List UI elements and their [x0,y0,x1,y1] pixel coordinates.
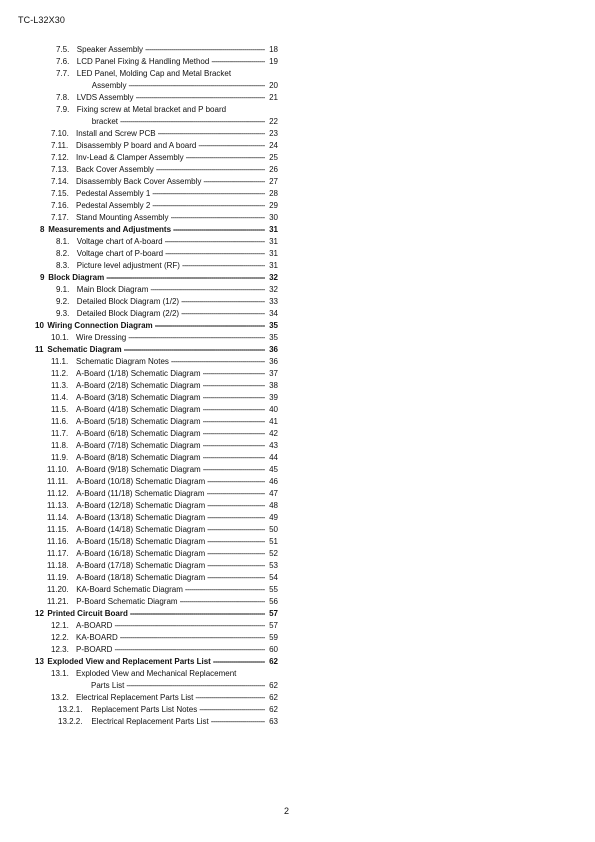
toc-entry-title: A-Board (4/18) Schematic Diagram [76,405,201,414]
toc-entry-title: A-Board (2/18) Schematic Diagram [76,381,201,390]
toc-entry-title: A-Board (15/18) Schematic Diagram [76,537,206,546]
toc-dot-leader [203,380,266,392]
toc-dot-leader [207,572,265,584]
toc-entry-title: A-Board (8/18) Schematic Diagram [76,453,201,462]
toc-entry[interactable] [0,524,595,536]
toc-entry-title: KA-Board Schematic Diagram [76,585,183,594]
toc-entry-title: A-Board (11/18) Schematic Diagram [76,489,205,498]
toc-entry-title: A-Board (17/18) Schematic Diagram [76,561,206,570]
toc-entry-page: 62 [269,693,278,702]
toc-entry-title: Speaker Assembly [76,45,144,54]
toc-entry-page: 56 [269,597,278,606]
toc-entry-page: 36 [269,357,278,366]
toc-entry-page: 23 [269,129,278,138]
toc-dot-leader [195,692,265,704]
toc-entry-page: 31 [269,225,278,234]
toc-entry-number: 7.9. [56,105,70,114]
toc-entry-number: 11.1. [51,357,69,366]
toc-entry[interactable] [0,668,595,680]
toc-entry[interactable] [0,536,595,548]
toc-entry-page: 62 [269,657,278,666]
toc-entry-page: 30 [269,213,278,222]
toc-entry-title: A-Board (14/18) Schematic Diagram [76,525,206,534]
toc-entry-page: 38 [269,381,278,390]
toc-entry-page: 19 [269,57,278,66]
toc-entry-title: P-BOARD [76,645,113,654]
toc-dot-leader [126,680,265,692]
toc-entry-number: 7.10. [51,129,69,138]
toc-entry-number: 11.19. [47,573,69,582]
toc-entry-title: Schematic Diagram [47,345,122,354]
toc-entry-page: 49 [269,513,278,522]
toc-dot-leader [180,596,265,608]
toc-entry-number: 11.2. [51,369,69,378]
toc-entry-number: 11.3. [51,381,69,390]
toc-entry-number: 8.3. [56,261,70,270]
toc-entry-page: 45 [269,465,278,474]
toc-entry-title: Replacement Parts List Notes [91,705,198,714]
toc-entry[interactable] [0,560,595,572]
toc-entry[interactable] [0,152,595,164]
toc-entry[interactable] [0,680,595,692]
toc-entry-page: 51 [269,537,278,546]
toc-entry-number: 9.2. [56,297,70,306]
toc-entry-number: 10 [35,321,44,330]
toc-entry-number: 11 [35,345,44,354]
toc-dot-leader [198,140,265,152]
toc-entry-page: 18 [269,45,278,54]
toc-entry-number: 12.1. [51,621,69,630]
toc-dot-leader [106,272,265,284]
toc-dot-leader [173,224,265,236]
toc-dot-leader [114,644,265,656]
toc-entry-page: 31 [269,249,278,258]
toc-dot-leader [207,476,265,488]
toc-entry-title: A-Board (3/18) Schematic Diagram [76,393,201,402]
toc-entry-page: 42 [269,429,278,438]
toc-dot-leader [207,536,265,548]
toc-entry-number: 7.17. [51,213,69,222]
toc-entry-number: 12 [35,609,44,618]
toc-entry[interactable] [0,284,595,296]
toc-entry-page: 20 [269,81,278,90]
toc-entry[interactable] [0,80,595,92]
toc-dot-leader [152,188,265,200]
toc-entry[interactable] [0,296,595,308]
toc-entry-title: Detailed Block Diagram (2/2) [76,309,180,318]
toc-entry-page: 62 [269,705,278,714]
toc-entry-title: A-Board (1/18) Schematic Diagram [76,369,201,378]
toc-entry-page: 59 [269,633,278,642]
toc-entry-title: A-Board (7/18) Schematic Diagram [76,441,201,450]
toc-entry-page: 47 [269,489,278,498]
toc-entry-page: 35 [269,333,278,342]
toc-dot-leader [203,452,266,464]
toc-entry-number: 11.17. [47,549,69,558]
toc-entry[interactable] [0,476,595,488]
toc-entry-number: 11.12. [47,489,69,498]
toc-entry-title: Install and Screw PCB [76,129,156,138]
toc-dot-leader [211,716,265,728]
toc-entry-title: Measurements and Adjustments [48,225,172,234]
toc-dot-leader [207,500,265,512]
toc-entry[interactable] [0,656,595,668]
toc-dot-leader [182,260,265,272]
toc-entry-number: 7.14. [51,177,69,186]
toc-entry[interactable] [0,236,595,248]
toc-entry[interactable] [0,380,595,392]
toc-entry[interactable] [0,248,595,260]
toc-dot-leader [207,560,265,572]
toc-entry[interactable] [0,92,595,104]
toc-entry-title: Exploded View and Mechanical Replacement [76,669,237,678]
toc-entry-number: 10.1. [51,333,69,342]
toc-entry[interactable] [0,320,595,332]
toc-dot-leader [120,116,265,128]
toc-entry[interactable] [0,548,595,560]
toc-dot-leader [136,92,265,104]
toc-entry[interactable] [0,620,595,632]
toc-dot-leader [207,548,265,560]
toc-entry[interactable] [0,392,595,404]
toc-entry-number: 9 [40,273,45,282]
toc-entry-title: Electrical Replacement Parts List [76,693,194,702]
toc-entry-number: 11.20. [47,585,69,594]
toc-dot-leader [203,440,266,452]
toc-dot-leader [171,212,266,224]
toc-dot-leader [181,308,265,320]
toc-dot-leader [199,704,265,716]
toc-dot-leader [185,584,265,596]
toc-entry[interactable] [0,404,595,416]
toc-entry[interactable] [0,572,595,584]
toc-entry-title: KA-BOARD [76,633,118,642]
toc-entry-title: Exploded View and Replacement Parts List [47,657,211,666]
toc-entry-page: 43 [269,441,278,450]
toc-entry-title: Picture level adjustment (RF) [76,261,180,270]
toc-entry-title: Disassembly Back Cover Assembly [76,177,202,186]
toc-entry-title: A-Board (16/18) Schematic Diagram [76,549,206,558]
toc-dot-leader [203,416,266,428]
toc-entry-page: 24 [269,141,278,150]
toc-entry-page: 35 [269,321,278,330]
toc-entry-title: Pedestal Assembly 1 [76,189,151,198]
toc-entry[interactable] [0,464,595,476]
toc-entry-number: 12.2. [51,633,69,642]
toc-entry[interactable] [0,104,595,116]
toc-dot-leader [203,368,266,380]
toc-dot-leader [150,284,265,296]
toc-entry-title: A-Board (5/18) Schematic Diagram [76,417,201,426]
toc-entry[interactable] [0,56,595,68]
toc-entry-page: 22 [269,117,278,126]
toc-entry-number: 11.7. [51,429,69,438]
toc-entry[interactable] [0,224,595,236]
toc-entry-page: 48 [269,501,278,510]
toc-entry-page: 57 [269,621,278,630]
toc-entry[interactable] [0,128,595,140]
toc-entry-title: Schematic Diagram Notes [76,357,169,366]
toc-entry-title: Block Diagram [48,273,105,282]
toc-entry-number: 11.8. [51,441,69,450]
toc-entry[interactable] [0,584,595,596]
toc-entry[interactable] [0,176,595,188]
toc-entry-number: 7.16. [51,201,69,210]
toc-dot-leader [156,164,265,176]
toc-entry[interactable] [0,644,595,656]
toc-entry-title: Fixing screw at Metal bracket and P board [76,105,227,114]
toc-entry[interactable] [0,488,595,500]
toc-entry-page: 50 [269,525,278,534]
toc-entry-title: Inv-Lead & Clamper Assembly [76,153,184,162]
toc-entry-page: 57 [269,609,278,618]
toc-entry-page: 32 [269,285,278,294]
toc-dot-leader [213,656,265,668]
toc-entry-number: 12.3. [51,645,69,654]
toc-entry-title: Detailed Block Diagram (1/2) [76,297,180,306]
toc-entry-page: 63 [269,717,278,726]
toc-entry-number: 11.5. [51,405,69,414]
toc-entry-page: 26 [269,165,278,174]
toc-entry[interactable] [0,368,595,380]
toc-entry[interactable] [0,632,595,644]
toc-dot-leader [124,344,265,356]
toc-entry-number: 7.12. [51,153,69,162]
toc-dot-leader [152,200,265,212]
toc-entry-number: 7.15. [51,189,69,198]
toc-entry[interactable] [0,704,595,716]
toc-entry[interactable] [0,716,595,728]
toc-entry-title: Voltage chart of A-board [76,237,163,246]
toc-entry-page: 34 [269,309,278,318]
toc-entry-page: 39 [269,393,278,402]
toc-dot-leader [155,320,265,332]
toc-entry-title: P-Board Schematic Diagram [76,597,178,606]
toc-entry-title: A-Board (9/18) Schematic Diagram [76,465,201,474]
toc-dot-leader [181,296,265,308]
toc-entry-page: 31 [269,261,278,270]
page-number: 2 [284,806,290,816]
toc-entry-title: LCD Panel Fixing & Handling Method [76,57,210,66]
toc-entry-title: Assembly [91,81,127,90]
toc-entry-title: Pedestal Assembly 2 [76,201,151,210]
toc-entry-title: A-Board (10/18) Schematic Diagram [76,477,206,486]
toc-entry-page: 62 [269,681,278,690]
toc-dot-leader [207,512,265,524]
toc-dot-leader [128,80,265,92]
toc-dot-leader [120,632,265,644]
toc-entry-title: A-BOARD [76,621,113,630]
toc-entry-number: 9.1. [56,285,70,294]
toc-entry[interactable] [0,44,595,56]
toc-entry[interactable] [0,344,595,356]
toc-entry-title: Stand Mounting Assembly [76,213,169,222]
toc-entry-title: LED Panel, Molding Cap and Metal Bracket [76,69,232,78]
toc-entry-page: 29 [269,201,278,210]
toc-entry-number: 11.9. [51,453,69,462]
toc-entry-title: Parts List [91,681,125,690]
toc-entry-title: Wiring Connection Diagram [47,321,153,330]
toc-entry[interactable] [0,608,595,620]
toc-entry-page: 52 [269,549,278,558]
toc-dot-leader [203,392,266,404]
toc-entry[interactable] [0,272,595,284]
toc-entry-number: 11.6. [51,417,69,426]
toc-entry-page: 27 [269,177,278,186]
toc-entry[interactable] [0,188,595,200]
toc-entry-page: 54 [269,573,278,582]
toc-entry-page: 40 [269,405,278,414]
toc-entry-title: Printed Circuit Board [47,609,128,618]
toc-entry-page: 36 [269,345,278,354]
toc-entry-title: Wire Dressing [76,333,127,342]
toc-entry-page: 55 [269,585,278,594]
toc-entry[interactable] [0,308,595,320]
toc-entry-title: A-Board (18/18) Schematic Diagram [76,573,206,582]
toc-entry-page: 37 [269,369,278,378]
toc-entry-number: 11.14. [47,513,69,522]
toc-entry-page: 44 [269,453,278,462]
document-model-header: TC-L32X30 [18,15,65,25]
toc-entry-title: A-Board (6/18) Schematic Diagram [76,429,201,438]
toc-dot-leader [114,620,265,632]
toc-entry-number: 11.11. [47,477,69,486]
toc-entry-title: Electrical Replacement Parts List [91,717,209,726]
toc-entry-title: Disassembly P board and A board [76,141,197,150]
toc-entry-number: 11.10. [47,465,69,474]
toc-dot-leader [203,464,265,476]
toc-entry-number: 13.2.2. [58,717,83,726]
toc-entry[interactable] [0,440,595,452]
toc-dot-leader [203,176,265,188]
toc-dot-leader [171,356,265,368]
toc-entry-number: 7.13. [51,165,69,174]
toc-entry[interactable] [0,140,595,152]
toc-dot-leader [203,428,266,440]
toc-entry-page: 25 [269,153,278,162]
toc-entry-title: LVDS Assembly [76,93,134,102]
toc-entry[interactable] [0,332,595,344]
toc-dot-leader [165,248,265,260]
toc-entry[interactable] [0,116,595,128]
toc-entry-page: 53 [269,561,278,570]
toc-entry-number: 13.2. [51,693,69,702]
toc-entry[interactable] [0,68,595,80]
toc-entry-title: A-Board (12/18) Schematic Diagram [76,501,206,510]
toc-dot-leader [207,524,265,536]
toc-entry[interactable] [0,356,595,368]
toc-dot-leader [130,608,265,620]
toc-entry-title: Main Block Diagram [76,285,149,294]
toc-entry[interactable] [0,692,595,704]
toc-entry-page: 46 [269,477,278,486]
toc-entry[interactable] [0,512,595,524]
toc-dot-leader [186,152,265,164]
toc-entry-number: 7.5. [56,45,70,54]
toc-entry-page: 33 [269,297,278,306]
toc-dot-leader [207,488,265,500]
toc-entry-title: Voltage chart of P-board [76,249,164,258]
toc-entry-page: 21 [269,93,278,102]
toc-entry-title: A-Board (13/18) Schematic Diagram [76,513,206,522]
toc-entry[interactable] [0,416,595,428]
toc-dot-leader [165,236,265,248]
toc-entry-number: 8.2. [56,249,70,258]
toc-entry-number: 8.1. [56,237,70,246]
toc-entry-number: 13 [35,657,44,666]
toc-dot-leader [158,128,265,140]
toc-entry-number: 7.6. [56,57,70,66]
toc-entry-page: 32 [269,273,278,282]
toc-entry[interactable] [0,500,595,512]
toc-dot-leader [128,332,265,344]
toc-dot-leader [145,44,265,56]
toc-entry-title: bracket [91,117,119,126]
toc-entry-page: 28 [269,189,278,198]
toc-entry[interactable] [0,200,595,212]
toc-entry-number: 11.4. [51,393,69,402]
toc-entry[interactable] [0,452,595,464]
toc-entry-page: 31 [269,237,278,246]
toc-entry-number: 11.18. [47,561,69,570]
toc-entry[interactable] [0,596,595,608]
toc-entry-number: 7.7. [56,69,70,78]
toc-entry-number: 11.16. [47,537,69,546]
toc-entry-number: 11.21. [47,597,69,606]
toc-entry-number: 8 [40,225,45,234]
toc-entry-number: 9.3. [56,309,70,318]
toc-entry[interactable] [0,164,595,176]
toc-entry-page: 60 [269,645,278,654]
toc-entry-number: 11.15. [47,525,69,534]
toc-entry-number: 13.1. [51,669,69,678]
toc-dot-leader [203,404,266,416]
toc-entry[interactable] [0,428,595,440]
toc-entry-number: 7.11. [51,141,69,150]
toc-entry-page: 41 [269,417,278,426]
toc-entry[interactable] [0,260,595,272]
toc-entry-number: 13.2.1. [58,705,83,714]
toc-entry[interactable] [0,212,595,224]
toc-dot-leader [211,56,265,68]
toc-entry-title: Back Cover Assembly [76,165,154,174]
toc-entry-number: 7.8. [56,93,70,102]
toc-entry-number: 11.13. [47,501,69,510]
